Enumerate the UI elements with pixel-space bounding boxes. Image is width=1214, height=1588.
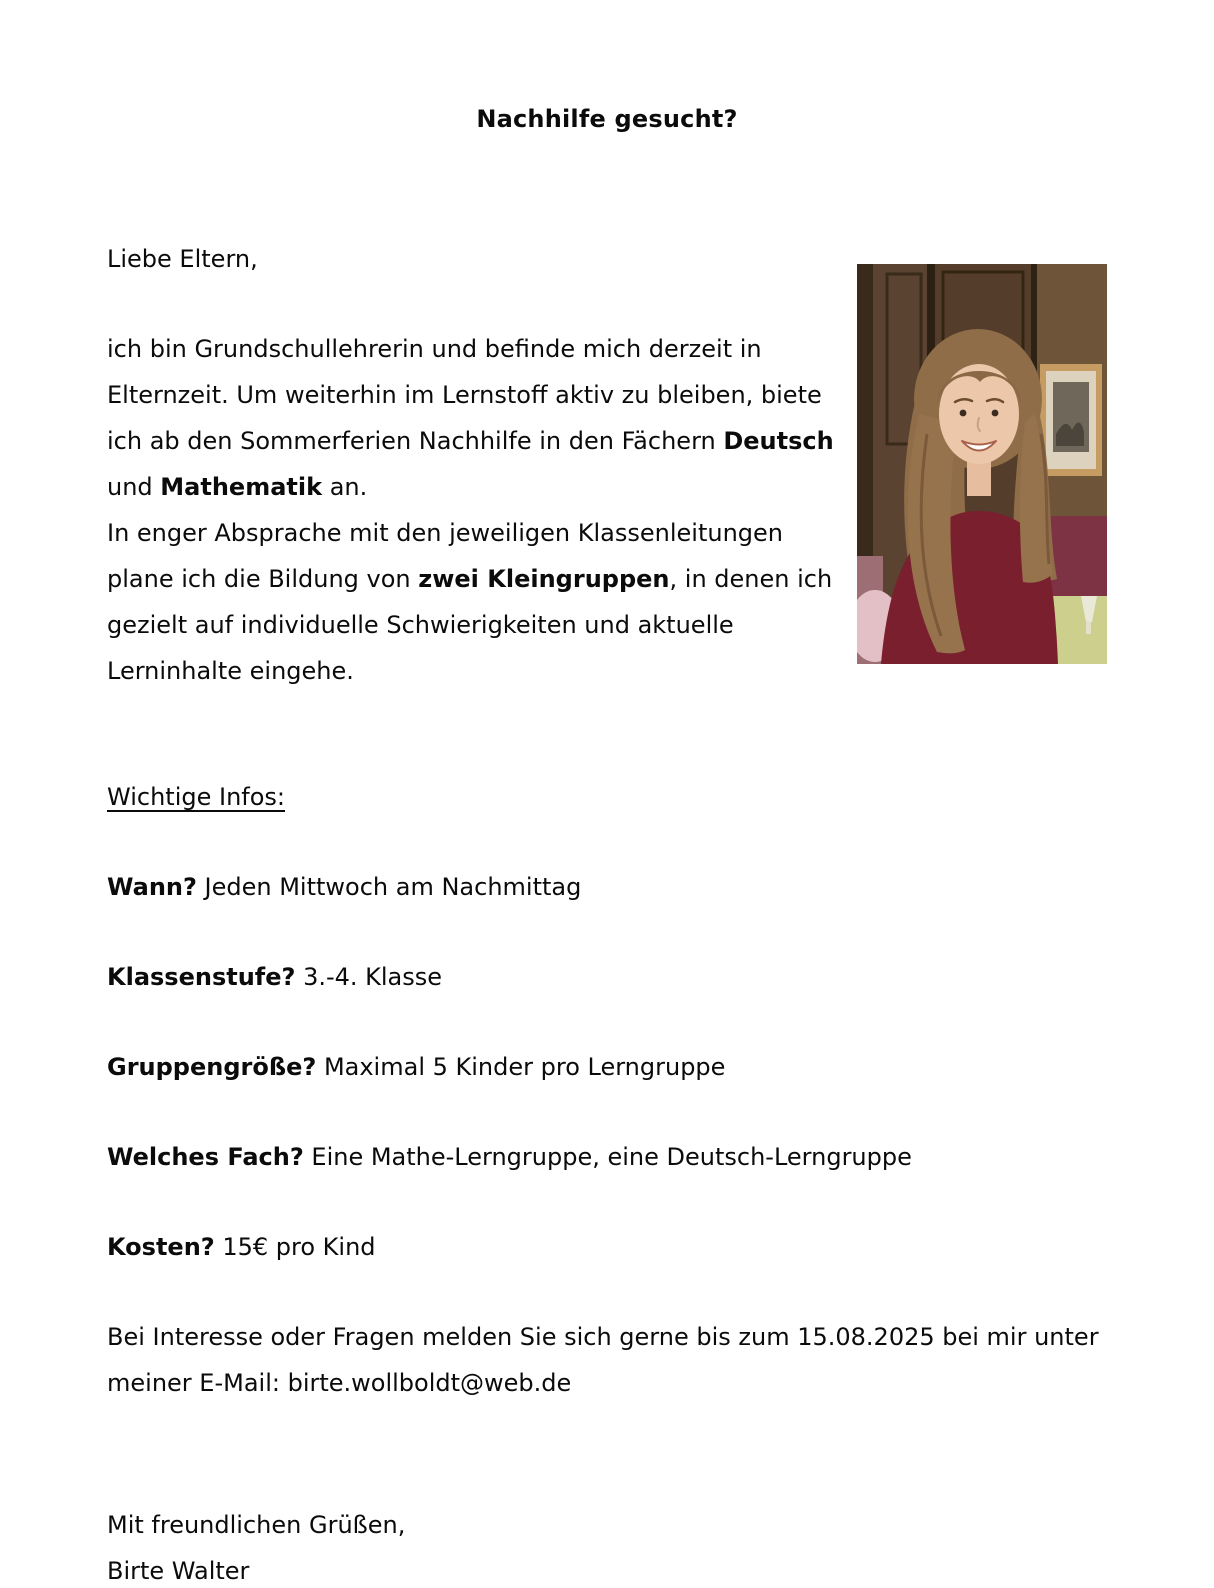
info-value: Eine Mathe-Lerngruppe, eine Deutsch-Lerngruppe xyxy=(303,1143,912,1171)
info-line-klassenstufe xyxy=(107,954,1107,1000)
intro-section xyxy=(107,236,1107,694)
photo-column xyxy=(857,236,1107,664)
info-label: Wann? xyxy=(107,873,197,901)
info-value: Maximal 5 Kinder pro Lerngruppe xyxy=(316,1053,726,1081)
info-line-gruppengroesse xyxy=(107,1044,1107,1090)
info-label: Welches Fach? xyxy=(107,1143,304,1171)
info-line-kosten xyxy=(107,1224,1107,1270)
greeting: Liebe Eltern, xyxy=(107,245,258,273)
info-line-wann xyxy=(107,864,1107,910)
intro-paragraph xyxy=(107,326,847,694)
closing-block xyxy=(107,1502,1107,1588)
info-label: Kosten? xyxy=(107,1233,215,1261)
infos-heading xyxy=(107,774,1107,820)
closing-line: Mit freundlichen Grüßen, xyxy=(107,1511,406,1539)
subject-mathematik: Mathematik xyxy=(160,473,323,501)
info-line-fach xyxy=(107,1134,1107,1180)
info-label: Klassenstufe? xyxy=(107,963,296,991)
intro-seg: ich bin Grundschullehrerin und befinde mich derzeit in Elternzeit. Um weiterhin im Lernstoff aktiv zu bleiben, biete ich ab den Sommerferien Nachhilfe in den Fächern xyxy=(107,335,822,455)
intro-seg: , in denen ich gezielt auf individuelle Schwierigkeiten und aktuelle Lerninhalte eingehe. xyxy=(107,565,833,685)
subject-deutsch: Deutsch xyxy=(723,427,834,455)
info-value: 15€ pro Kind xyxy=(214,1233,376,1261)
contact-paragraph xyxy=(107,1314,1107,1406)
info-value: 3.-4. Klasse xyxy=(295,963,443,991)
signature-name: Birte Walter xyxy=(107,1557,250,1585)
infos-heading-text: Wichtige Infos: xyxy=(107,783,285,811)
intro-seg: In enger Absprache mit den jeweiligen Klassenleitungen plane ich die Bildung von xyxy=(107,519,783,593)
portrait-photo xyxy=(857,264,1107,664)
kleingruppen-highlight: zwei Kleingruppen xyxy=(418,565,670,593)
email-address: birte.wollboldt@web.de xyxy=(287,1369,572,1397)
info-value: Jeden Mittwoch am Nachmittag xyxy=(196,873,582,901)
info-label: Gruppengröße? xyxy=(107,1053,317,1081)
picture-frame xyxy=(1040,364,1102,476)
page-title: Nachhilfe gesucht? xyxy=(476,105,738,133)
intro-seg: und xyxy=(107,473,161,501)
intro-seg: an. xyxy=(322,473,368,501)
intro-text-column xyxy=(107,236,847,694)
contact-text: Bei Interesse oder Fragen melden Sie sich gerne bis zum 15.08.2025 bei mir unter meiner E-Mail: xyxy=(107,1323,1099,1397)
